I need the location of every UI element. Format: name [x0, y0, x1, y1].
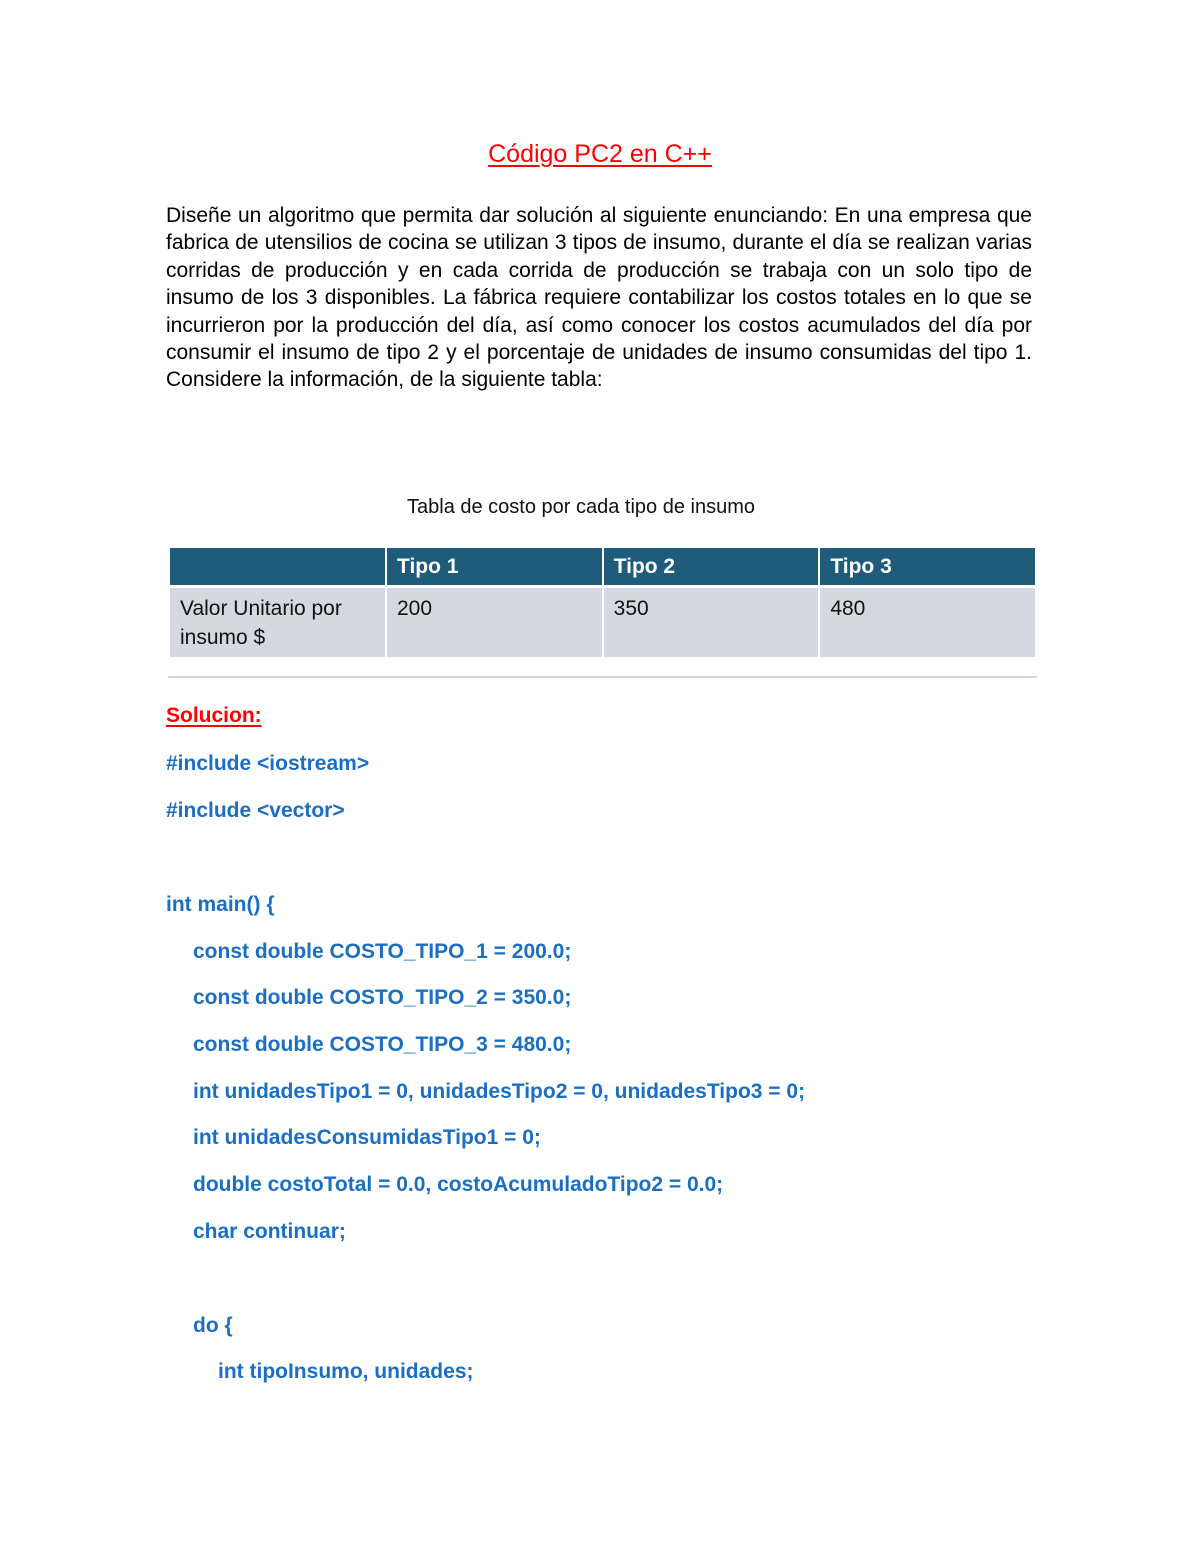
cost-table [168, 548, 1037, 657]
row-label-cell [170, 588, 385, 657]
value-tipo-1: 200 [387, 588, 602, 657]
code-line: double costoTotal = 0.0, costoAcumuladoTipo2 = 0.0; [193, 1173, 724, 1196]
code-line: #include <vector> [166, 799, 345, 822]
code-line: #include <iostream> [166, 752, 370, 775]
code-line: do { [193, 1314, 233, 1337]
table-bottom-rule [168, 676, 1037, 678]
problem-statement: Diseñe un algoritmo que permita dar solución al siguiente enunciando: En una empresa que fabrica de utensilios de cocina se utilizan 3 tipos de insumo, durante el día se realizan varias corridas de producción y en cada corrida de producción se trabaja con un solo tipo de insumo de los 3 disponibles. La fábrica requiere contabilizar los costos totales en lo que se incurrieron por la producción del día, así como conocer los costos acumulados del día por consumir el insumo de tipo 2 y el porcentaje de unidades de insumo consumidas del tipo 1. Considere la información, de la siguiente tabla: [166, 204, 1032, 392]
code-line: int main() { [166, 893, 275, 916]
code-line: int unidadesConsumidasTipo1 = 0; [193, 1126, 541, 1149]
row-label-line-2: insumo $ [180, 626, 266, 649]
table-caption: Tabla de costo por cada tipo de insumo [407, 496, 755, 518]
code-line: const double COSTO_TIPO_2 = 350.0; [193, 986, 572, 1009]
table-header-tipo-2: Tipo 2 [604, 548, 819, 588]
table-header-row [170, 548, 1035, 588]
table-header-tipo-3: Tipo 3 [820, 548, 1035, 588]
solution-label: Solucion: [166, 704, 262, 727]
code-line: char continuar; [193, 1220, 346, 1243]
document-title: Código PC2 en C++ [488, 140, 712, 168]
table-header-empty [170, 548, 385, 588]
value-tipo-2: 350 [604, 588, 819, 657]
code-line: const double COSTO_TIPO_3 = 480.0; [193, 1033, 572, 1056]
table-row [170, 588, 1035, 657]
table-header-tipo-1: Tipo 1 [387, 548, 602, 588]
value-tipo-3: 480 [820, 588, 1035, 657]
code-line: int tipoInsumo, unidades; [218, 1360, 474, 1383]
row-label-line-1: Valor Unitario por [180, 597, 342, 620]
code-line: int unidadesTipo1 = 0, unidadesTipo2 = 0, unidadesTipo3 = 0; [193, 1080, 806, 1103]
code-line: const double COSTO_TIPO_1 = 200.0; [193, 940, 572, 963]
